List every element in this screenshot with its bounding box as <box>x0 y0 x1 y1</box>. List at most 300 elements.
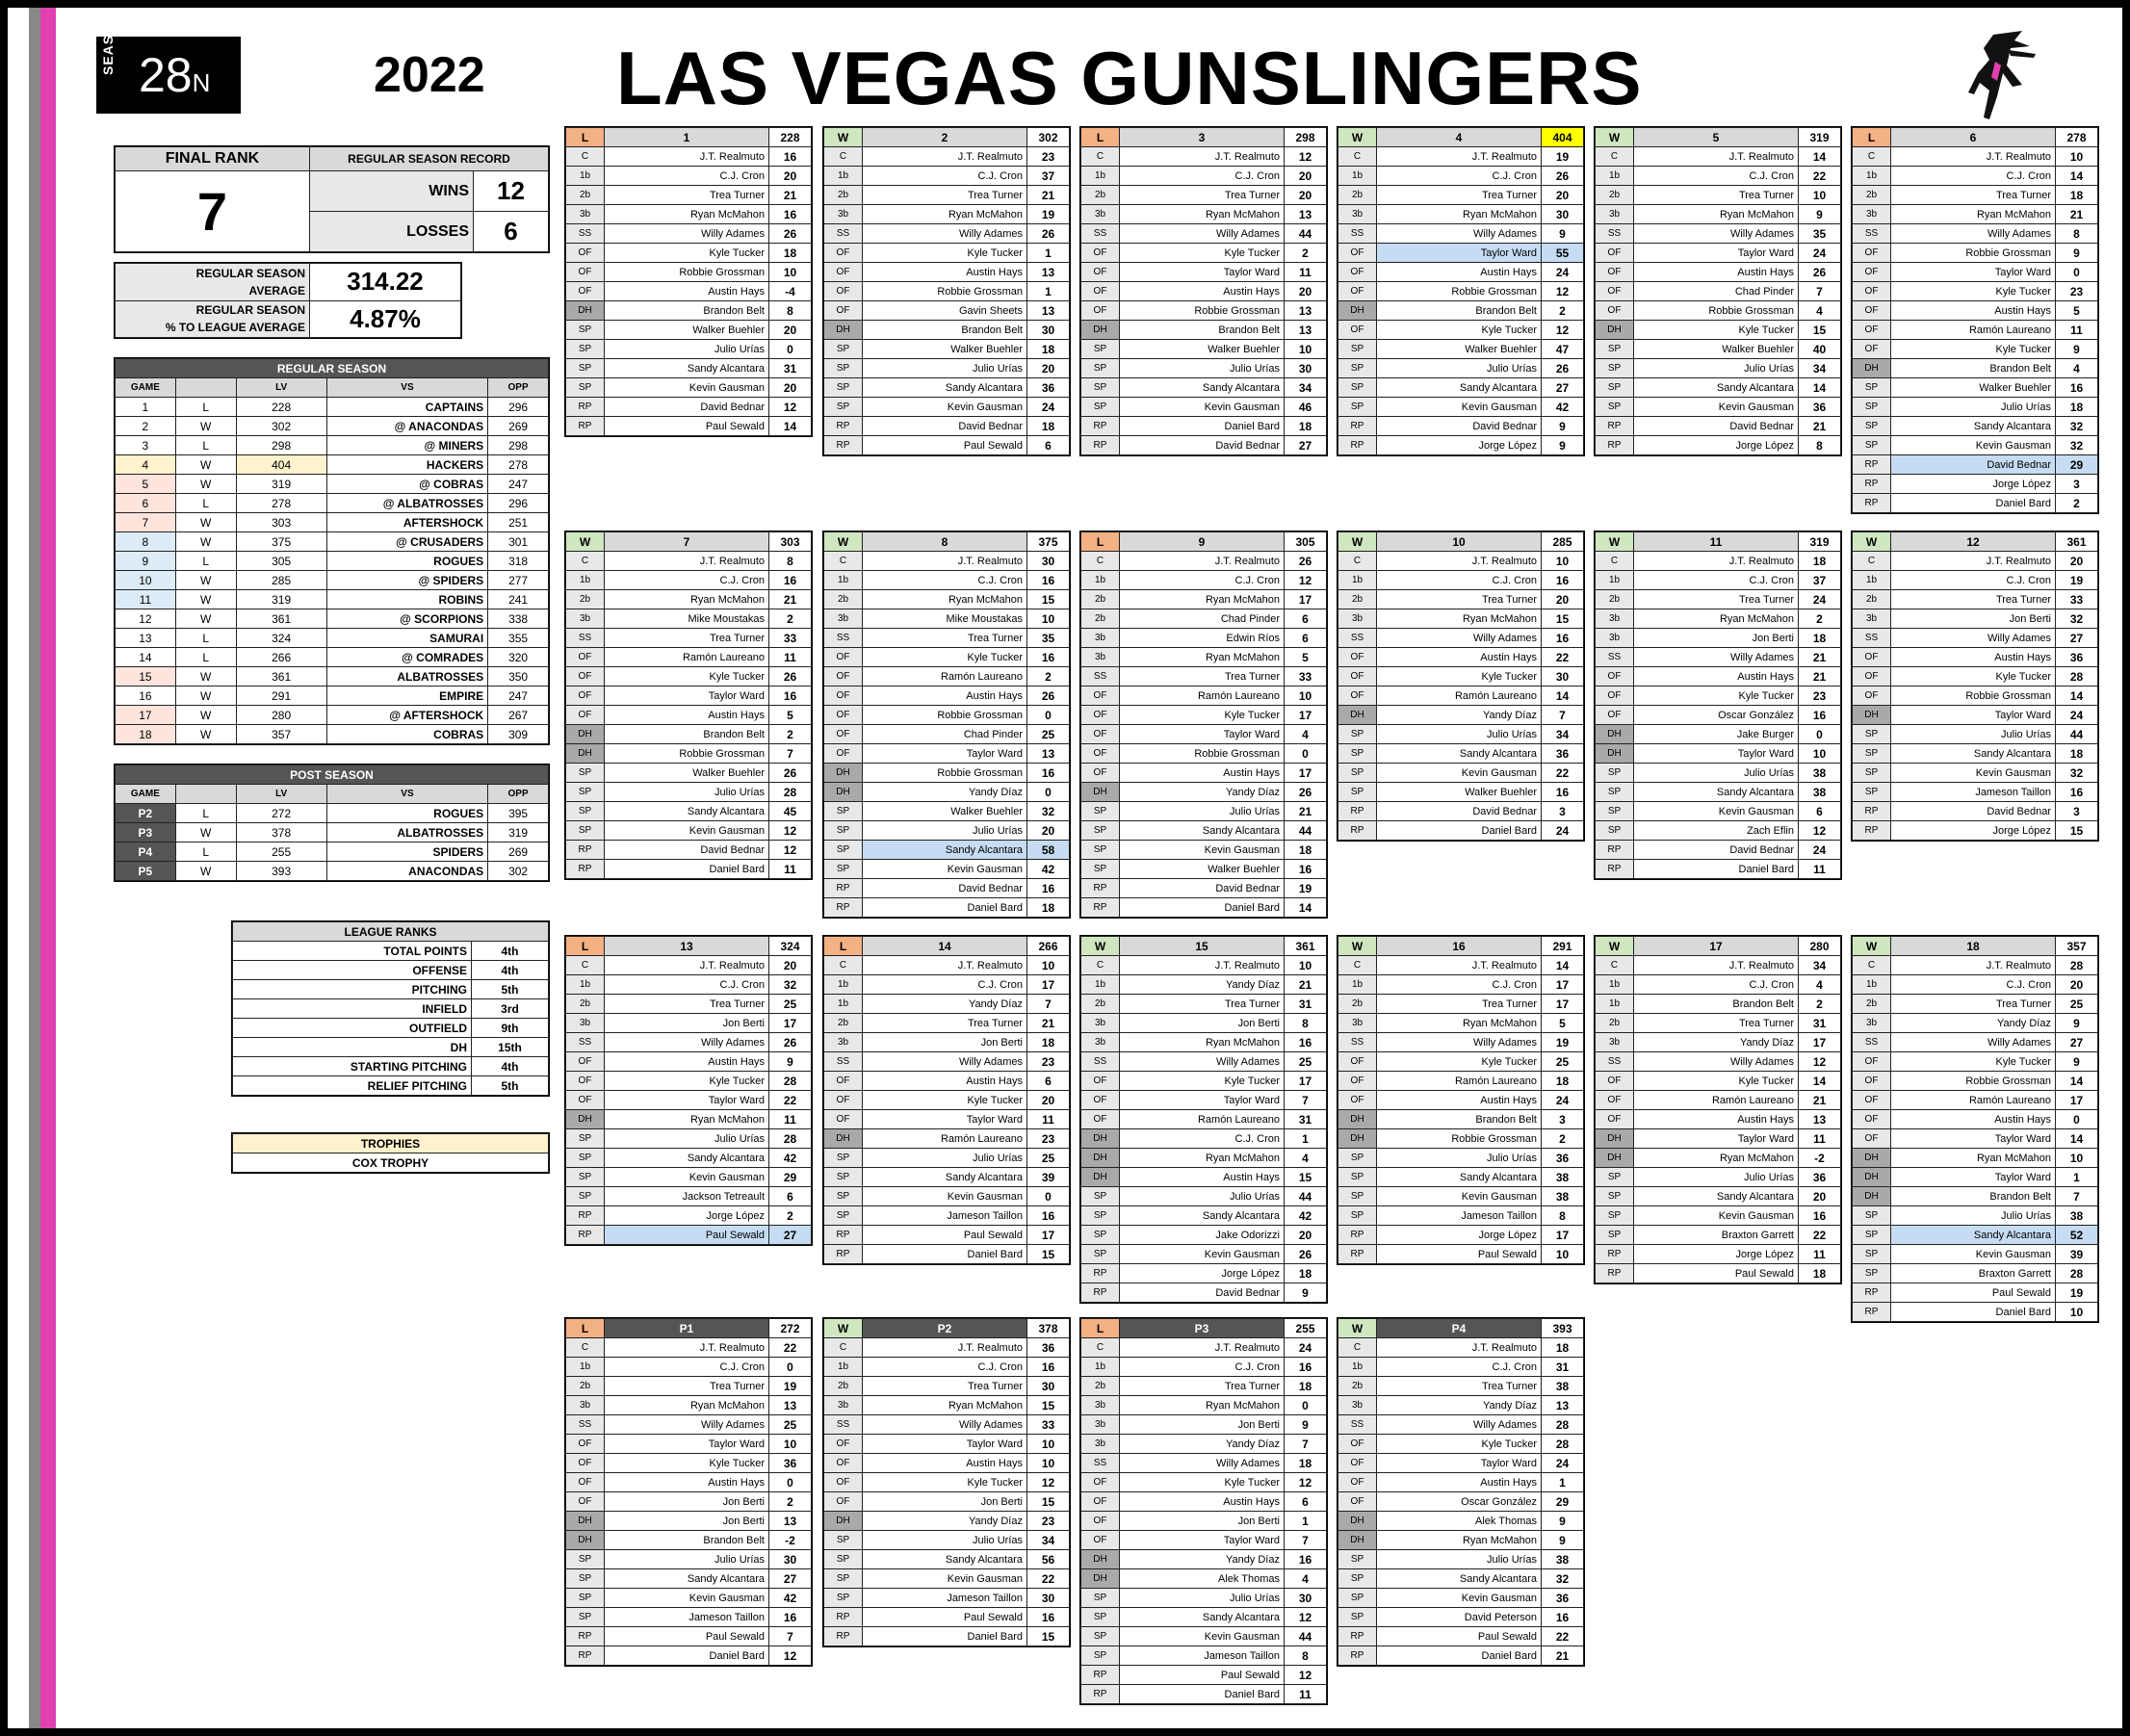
game-score: 319 <box>1799 128 1841 147</box>
rank-label: INFIELD <box>233 999 472 1019</box>
game-number: 15 <box>1120 937 1285 956</box>
player-row <box>1596 417 1841 436</box>
player-row <box>1081 1473 1327 1492</box>
position: RP <box>1338 1245 1377 1264</box>
player-points: 18 <box>1285 1264 1327 1283</box>
player-name: Yandy Díaz <box>1377 1396 1542 1415</box>
player-name: Sandy Alcantara <box>1377 744 1542 764</box>
game-score: 255 <box>1285 1319 1327 1338</box>
player-row <box>566 1454 812 1473</box>
position: 1b <box>1338 167 1377 186</box>
trophies-table <box>231 1132 550 1174</box>
position: 2b <box>1081 1377 1120 1396</box>
cell: L <box>175 804 236 823</box>
player-name: David Bednar <box>1377 417 1542 436</box>
player-row <box>1338 629 1584 648</box>
position: DH <box>566 725 605 744</box>
player-name: Sandy Alcantara <box>1634 783 1799 802</box>
player-points: 4 <box>1285 1149 1327 1168</box>
position: SS <box>1853 629 1891 648</box>
player-row <box>1338 764 1584 783</box>
player-points: 23 <box>1027 1512 1070 1531</box>
cell: 319 <box>236 590 326 609</box>
player-points: 15 <box>1027 1245 1070 1264</box>
player-name: Yandy Díaz <box>1120 1550 1285 1569</box>
player-name: Kyle Tucker <box>1891 282 2056 301</box>
position: C <box>1596 552 1634 571</box>
player-name: Paul Sewald <box>605 1226 769 1245</box>
position: SP <box>1081 340 1120 359</box>
season-label: SEASON <box>100 12 116 75</box>
player-row <box>824 571 1070 590</box>
player-points: 16 <box>1542 571 1584 590</box>
player-points: 21 <box>1285 802 1327 821</box>
player-row <box>1081 1589 1327 1608</box>
player-points: 33 <box>1027 1415 1070 1435</box>
player-name: J.T. Realmuto <box>1634 956 1799 975</box>
player-row <box>566 1014 812 1033</box>
position: SP <box>566 1569 605 1589</box>
player-points: 16 <box>1542 1608 1584 1627</box>
player-row <box>1853 1245 2098 1264</box>
result-badge: W <box>824 1319 863 1338</box>
player-row <box>824 359 1070 378</box>
player-name: David Bednar <box>1891 802 2056 821</box>
game-card-12 <box>1851 531 2099 842</box>
position: SP <box>824 841 863 860</box>
player-row <box>1338 725 1584 744</box>
position: OF <box>1596 301 1634 321</box>
player-points: 24 <box>1542 263 1584 282</box>
player-row <box>1853 398 2098 417</box>
player-row <box>1596 706 1841 725</box>
player-points: 29 <box>769 1168 812 1187</box>
player-row <box>1596 648 1841 667</box>
player-row <box>824 1512 1070 1531</box>
cell: @ ANACONDAS <box>326 417 487 436</box>
position: 3b <box>1596 205 1634 224</box>
player-points: 14 <box>1542 956 1584 975</box>
player-row <box>1596 340 1841 359</box>
player-points: 16 <box>1027 1358 1070 1377</box>
player-row <box>566 301 812 321</box>
player-points: 12 <box>1285 1608 1327 1627</box>
position: RP <box>824 1608 863 1627</box>
player-name: Kyle Tucker <box>605 1072 769 1091</box>
position: SP <box>1596 764 1634 783</box>
player-points: 12 <box>1285 1473 1327 1492</box>
player-name: Brandon Belt <box>1377 1110 1542 1129</box>
player-name: Jorge López <box>1891 475 2056 494</box>
player-points: 12 <box>1542 282 1584 301</box>
player-points: 7 <box>1285 1435 1327 1454</box>
rank-value: 4th <box>472 961 549 980</box>
player-name: Jameson Taillon <box>863 1206 1027 1226</box>
cell: CAPTAINS <box>326 398 487 417</box>
cell: 320 <box>488 648 549 667</box>
position: OF <box>1338 687 1377 706</box>
player-row <box>1081 783 1327 802</box>
position: OF <box>1596 687 1634 706</box>
player-row <box>1853 1072 2098 1091</box>
player-points: 44 <box>1285 1627 1327 1646</box>
player-name: Robbie Grossman <box>863 282 1027 301</box>
player-points: 20 <box>769 167 812 186</box>
player-name: Jorge López <box>1891 821 2056 841</box>
player-points: 0 <box>1285 744 1327 764</box>
player-points: 9 <box>1799 205 1841 224</box>
player-row <box>1338 167 1584 186</box>
position: DH <box>1081 1129 1120 1149</box>
player-row <box>1853 706 2098 725</box>
player-row <box>1853 802 2098 821</box>
position: RP <box>1081 1283 1120 1303</box>
position: 3b <box>1338 1396 1377 1415</box>
position: 3b <box>1596 609 1634 629</box>
player-points: 16 <box>1285 860 1327 879</box>
player-row <box>1081 1666 1327 1685</box>
player-points: 0 <box>1799 725 1841 744</box>
position: OF <box>1853 648 1891 667</box>
table-row <box>116 571 549 590</box>
player-name: Gavin Sheets <box>863 301 1027 321</box>
result-badge: L <box>566 937 605 956</box>
player-name: C.J. Cron <box>605 167 769 186</box>
position: OF <box>1338 282 1377 301</box>
player-row <box>566 571 812 590</box>
position: SP <box>1596 1226 1634 1245</box>
player-name: Kyle Tucker <box>1891 1052 2056 1072</box>
game-card-17 <box>1594 935 1842 1284</box>
table-row <box>116 436 549 455</box>
player-name: Sandy Alcantara <box>1377 1569 1542 1589</box>
player-row <box>824 1245 1070 1264</box>
player-row <box>1338 1014 1584 1033</box>
player-row <box>1081 1014 1327 1033</box>
player-points: 36 <box>1542 1149 1584 1168</box>
position: 2b <box>1338 590 1377 609</box>
player-row <box>566 1531 812 1550</box>
game-card-P2 <box>822 1317 1071 1647</box>
position: SP <box>1853 783 1891 802</box>
player-name: Walker Buehler <box>1120 860 1285 879</box>
cell: 355 <box>488 629 549 648</box>
player-points: 3 <box>2056 802 2098 821</box>
player-points: 17 <box>1799 1033 1841 1052</box>
position: RP <box>566 398 605 417</box>
position: RP <box>1596 841 1634 860</box>
player-name: Willy Adames <box>605 224 769 244</box>
position: RP <box>824 879 863 898</box>
player-name: Trea Turner <box>1377 1377 1542 1396</box>
player-name: C.J. Cron <box>1377 571 1542 590</box>
player-row <box>1596 1226 1841 1245</box>
player-row <box>566 1091 812 1110</box>
player-row <box>1338 1226 1584 1245</box>
player-points: 24 <box>1799 244 1841 263</box>
player-name: Ryan McMahon <box>1120 205 1285 224</box>
player-points: 14 <box>1799 378 1841 398</box>
player-name: Taylor Ward <box>1891 1168 2056 1187</box>
cell: SAMURAI <box>326 629 487 648</box>
player-name: Ryan McMahon <box>1120 1149 1285 1168</box>
position: SP <box>1338 1608 1377 1627</box>
cell: ANACONDAS <box>326 862 487 881</box>
player-points: 17 <box>1027 975 1070 995</box>
player-name: J.T. Realmuto <box>605 1338 769 1358</box>
position: C <box>1853 956 1891 975</box>
player-row <box>566 1168 812 1187</box>
player-points: 8 <box>769 552 812 571</box>
player-row <box>1081 224 1327 244</box>
player-row <box>566 995 812 1014</box>
cell: @ SPIDERS <box>326 571 487 590</box>
player-points: 20 <box>1285 167 1327 186</box>
cell: W <box>175 417 236 436</box>
player-name: Kyle Tucker <box>863 1091 1027 1110</box>
player-points: 23 <box>1027 1052 1070 1072</box>
player-points: 19 <box>2056 571 2098 590</box>
player-row <box>566 975 812 995</box>
player-row <box>566 956 812 975</box>
position: 3b <box>1338 609 1377 629</box>
player-points: 26 <box>769 764 812 783</box>
player-points: 14 <box>2056 1072 2098 1091</box>
position: 2b <box>1081 609 1120 629</box>
player-row <box>1853 167 2098 186</box>
table-row <box>116 417 549 436</box>
position: OF <box>1081 706 1120 725</box>
player-name: Trea Turner <box>1891 590 2056 609</box>
player-points: 11 <box>1285 263 1327 282</box>
player-row <box>566 205 812 224</box>
player-points: 11 <box>1799 1129 1841 1149</box>
player-name: Daniel Bard <box>605 860 769 879</box>
player-row <box>566 1512 812 1531</box>
player-name: Walker Buehler <box>605 764 769 783</box>
position: SS <box>566 1033 605 1052</box>
player-points: 2 <box>1799 995 1841 1014</box>
player-row <box>1081 1338 1327 1358</box>
player-name: J.T. Realmuto <box>1377 956 1542 975</box>
position: 1b <box>1596 571 1634 590</box>
player-name: Daniel Bard <box>1120 898 1285 918</box>
player-points: 20 <box>2056 552 2098 571</box>
player-name: David Bednar <box>1634 841 1799 860</box>
player-row <box>1338 417 1584 436</box>
player-row <box>1596 1245 1841 1264</box>
position: 2b <box>566 1377 605 1396</box>
player-row <box>1081 821 1327 841</box>
player-row <box>824 667 1070 687</box>
player-points: 36 <box>2056 648 2098 667</box>
game-score: 285 <box>1542 532 1584 552</box>
player-name: Julio Urías <box>1377 725 1542 744</box>
player-row <box>1853 436 2098 455</box>
player-row <box>1081 1283 1327 1303</box>
result-badge: W <box>824 532 863 552</box>
game-card-P3 <box>1079 1317 1328 1705</box>
player-name: Ramón Laureano <box>1891 321 2056 340</box>
player-name: Trea Turner <box>1120 995 1285 1014</box>
position: OF <box>566 1052 605 1072</box>
player-name: Willy Adames <box>863 1052 1027 1072</box>
player-row <box>824 1091 1070 1110</box>
game-number: 13 <box>605 937 769 956</box>
position: 3b <box>1338 205 1377 224</box>
player-name: Willy Adames <box>1634 648 1799 667</box>
player-row <box>824 186 1070 205</box>
player-points: 3 <box>1542 802 1584 821</box>
page <box>8 8 2122 1728</box>
player-row <box>1081 725 1327 744</box>
col-header: LV <box>236 785 326 804</box>
player-row <box>824 1550 1070 1569</box>
section-title: REGULAR SEASON <box>116 359 549 378</box>
position: SP <box>566 378 605 398</box>
position: SP <box>1081 841 1120 860</box>
player-name: C.J. Cron <box>1377 167 1542 186</box>
player-points: 22 <box>769 1091 812 1110</box>
player-row <box>566 1627 812 1646</box>
player-points: 1 <box>1542 1473 1584 1492</box>
player-points: 21 <box>1027 186 1070 205</box>
player-points: 0 <box>2056 263 2098 282</box>
player-row <box>566 1338 812 1358</box>
player-points: 13 <box>1285 301 1327 321</box>
player-row <box>1338 301 1584 321</box>
position: OF <box>1081 301 1120 321</box>
col-header <box>175 785 236 804</box>
player-row <box>1081 378 1327 398</box>
player-name: Sandy Alcantara <box>1891 1226 2056 1245</box>
col-header <box>175 378 236 398</box>
player-name: Yandy Díaz <box>1120 1435 1285 1454</box>
player-row <box>1338 1052 1584 1072</box>
player-points: 21 <box>769 590 812 609</box>
table-row <box>116 706 549 725</box>
player-name: Trea Turner <box>863 1014 1027 1033</box>
player-row <box>1338 1608 1584 1627</box>
player-points: 15 <box>1799 321 1841 340</box>
player-points: 18 <box>1799 629 1841 648</box>
position: SP <box>1853 725 1891 744</box>
position: SS <box>1338 224 1377 244</box>
player-points: 26 <box>769 1033 812 1052</box>
player-points: 0 <box>1027 1187 1070 1206</box>
player-name: Alek Thomas <box>1377 1512 1542 1531</box>
player-name: Austin Hays <box>863 687 1027 706</box>
rank-label: STARTING PITCHING <box>233 1057 472 1076</box>
player-row <box>1596 436 1841 455</box>
result-badge: W <box>1596 532 1634 552</box>
player-name: Austin Hays <box>1634 1110 1799 1129</box>
player-row <box>1338 186 1584 205</box>
position: RP <box>1338 417 1377 436</box>
player-points: 28 <box>1542 1415 1584 1435</box>
player-name: Julio Urías <box>605 1550 769 1569</box>
player-points: 11 <box>1027 1110 1070 1129</box>
position: OF <box>824 1492 863 1512</box>
position: 3b <box>824 205 863 224</box>
player-name: Sandy Alcantara <box>1634 1187 1799 1206</box>
player-name: Trea Turner <box>1120 1377 1285 1396</box>
player-points: 15 <box>1027 590 1070 609</box>
player-name: Brandon Belt <box>605 725 769 744</box>
player-row <box>824 205 1070 224</box>
player-name: Robbie Grossman <box>1120 744 1285 764</box>
player-name: Kevin Gausman <box>1891 1245 2056 1264</box>
cell: W <box>175 687 236 706</box>
player-points: 5 <box>1285 648 1327 667</box>
player-points: 34 <box>1799 359 1841 378</box>
player-name: C.J. Cron <box>605 975 769 995</box>
player-points: 34 <box>1027 1531 1070 1550</box>
player-name: Kevin Gausman <box>1377 764 1542 783</box>
player-points: 9 <box>1542 1512 1584 1531</box>
player-name: Robbie Grossman <box>1377 1129 1542 1149</box>
player-row <box>1596 321 1841 340</box>
table-row <box>233 1019 549 1038</box>
cell: 338 <box>488 609 549 629</box>
player-points: 32 <box>2056 417 2098 436</box>
player-name: Sandy Alcantara <box>1634 378 1799 398</box>
player-row <box>1081 571 1327 590</box>
player-name: Kevin Gausman <box>1377 1589 1542 1608</box>
game-card-15 <box>1079 935 1328 1304</box>
player-name: Sandy Alcantara <box>605 802 769 821</box>
game-card-6 <box>1851 126 2099 514</box>
player-name: Paul Sewald <box>1891 1283 2056 1303</box>
position: OF <box>824 263 863 282</box>
season-suffix: N <box>192 68 211 97</box>
player-row <box>1081 1608 1327 1627</box>
player-row <box>566 706 812 725</box>
player-row <box>1338 1377 1584 1396</box>
player-points: 27 <box>1542 378 1584 398</box>
position: 1b <box>1081 1358 1120 1377</box>
player-row <box>1081 898 1327 918</box>
player-points: 19 <box>1542 147 1584 167</box>
player-name: Austin Hays <box>1891 301 2056 321</box>
cell: 11 <box>116 590 176 609</box>
player-name: J.T. Realmuto <box>863 552 1027 571</box>
player-row <box>1338 1396 1584 1415</box>
player-points: 2 <box>769 725 812 744</box>
position: OF <box>566 667 605 687</box>
player-name: Kevin Gausman <box>1120 841 1285 860</box>
player-row <box>566 224 812 244</box>
player-points: 10 <box>769 263 812 282</box>
game-card-P1 <box>564 1317 813 1667</box>
position: 2b <box>824 590 863 609</box>
player-row <box>1853 687 2098 706</box>
game-score: 305 <box>1285 532 1327 552</box>
cell: AFTERSHOCK <box>326 513 487 532</box>
player-points: 18 <box>2056 398 2098 417</box>
position: OF <box>824 648 863 667</box>
player-points: 27 <box>769 1569 812 1589</box>
position: DH <box>824 321 863 340</box>
cell: L <box>175 398 236 417</box>
position: 3b <box>824 1033 863 1052</box>
player-points: 18 <box>2056 186 2098 205</box>
position: SP <box>566 783 605 802</box>
player-points: -4 <box>769 282 812 301</box>
position: C <box>824 552 863 571</box>
position: RP <box>1853 494 1891 513</box>
game-number: 2 <box>863 128 1027 147</box>
